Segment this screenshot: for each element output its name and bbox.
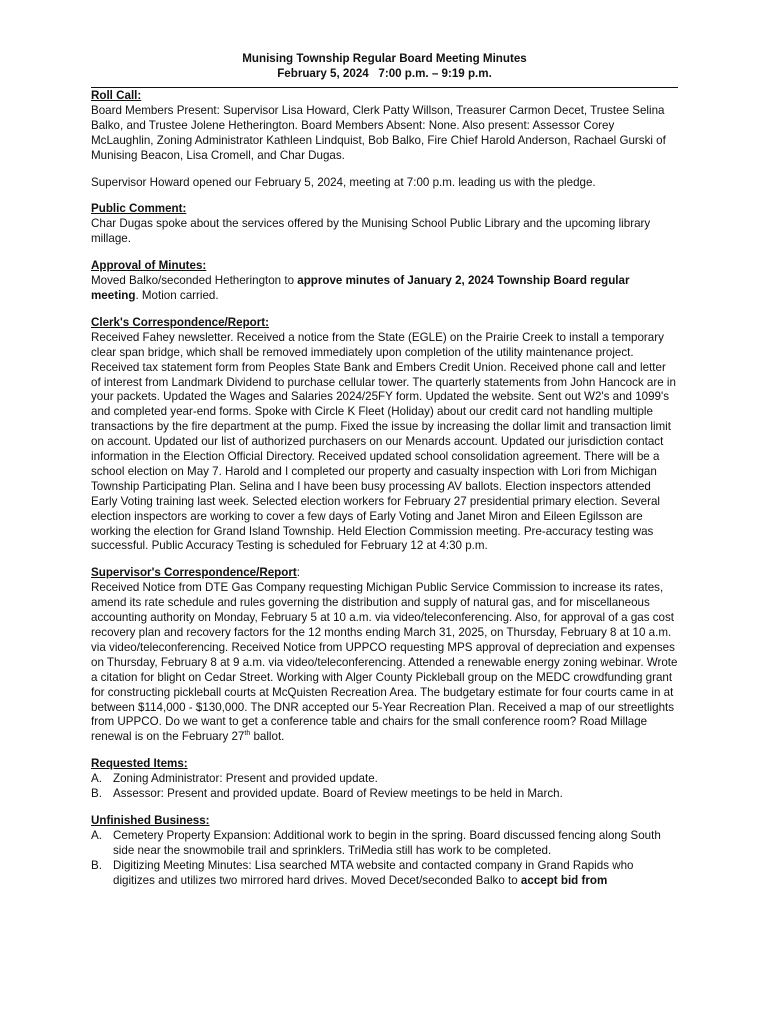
- approval-text: [91, 274, 678, 304]
- list-item: [91, 829, 678, 859]
- supervisor-report-end: ballot.: [250, 730, 285, 744]
- requested-items-list: [91, 772, 678, 802]
- ordinal-superscript: th: [244, 730, 251, 738]
- list-item: [91, 787, 678, 802]
- requested-items-heading: Requested Items:: [91, 757, 188, 771]
- list-item-text: Cemetery Property Expansion: Additional work to begin in the spring. Board discussed fencing along South side near the snowmobile trail and sprinklers. TriMedia still has work to be completed.: [113, 828, 661, 857]
- section-approval-of-minutes: [91, 259, 678, 304]
- section-opening: [91, 176, 678, 191]
- roll-call-heading: Roll Call:: [91, 89, 142, 102]
- opening-text: Supervisor Howard opened our February 5, 2024, meeting at 7:00 p.m. leading us with the pledge.: [91, 175, 596, 189]
- document-page: [91, 51, 678, 901]
- section-requested-items: [91, 757, 678, 802]
- clerk-report-heading: Clerk's Correspondence/Report:: [91, 315, 269, 329]
- list-marker: A.: [91, 772, 102, 786]
- title-line-2: February 5, 2024 7:00 p.m. – 9:19 p.m.: [277, 67, 492, 80]
- list-marker: B.: [91, 858, 102, 872]
- section-public-comment: [91, 202, 678, 247]
- list-marker: A.: [91, 828, 102, 842]
- list-item: [91, 772, 678, 787]
- public-comment-heading: Public Comment:: [91, 202, 187, 216]
- section-supervisor-report: [91, 566, 678, 745]
- list-item-text: Zoning Administrator: Present and provided update.: [113, 772, 378, 786]
- supervisor-report-heading-colon: :: [296, 566, 300, 580]
- list-item-bold-text: accept bid from: [520, 873, 608, 887]
- supervisor-report-heading: Supervisor's Correspondence/Report: [91, 566, 297, 580]
- approval-text-end: . Motion carried.: [135, 288, 219, 302]
- roll-call-text: Board Members Present: Supervisor Lisa Howard, Clerk Patty Willson, Treasurer Carmon Decet, Trustee Selina Balko, and Trustee Jolene Hetherington. Board Members Absent: None. Also present: Assessor Corey McLaughlin, Zoning Administrator Kathleen Lindquist, Bob Balko, Fire Chief Harold Anderson, Rachael Gurski of Munising Beacon, Lisa Cromell, and Char Dugas.: [91, 103, 666, 162]
- list-item-text: Assessor: Present and provided update. Board of Review meetings to be held in March.: [113, 787, 563, 801]
- section-clerk-report: [91, 316, 678, 555]
- document-title: [91, 51, 678, 81]
- list-marker: B.: [91, 787, 102, 801]
- section-unfinished-business: [91, 814, 678, 889]
- public-comment-text: Char Dugas spoke about the services offered by the Munising School Public Library and the upcoming library millage.: [91, 217, 651, 246]
- unfinished-business-heading: Unfinished Business:: [91, 813, 210, 827]
- unfinished-business-list: [91, 829, 678, 889]
- list-item: [91, 859, 678, 889]
- supervisor-report-text: [91, 581, 678, 745]
- approval-text-start: Moved Balko/seconded Hetherington to: [91, 274, 298, 288]
- supervisor-report-body: Received Notice from DTE Gas Company requesting Michigan Public Service Commission to increase its rates, amend its rate schedule and rules governing the distribution and supply of natural gas, and for miscellaneous accounting authority on Monday, February 5 at 10 a.m. via video/teleconferencing. Also, for approval of a gas cost recovery plan and recovery factors for the 12 months ending March 31, 2025, on Thursday, February 8 at 10 a.m. via video/teleconferencing. Received Notice from UPPCO requesting MPS approval of depreciation and expenses on Thursday, February 8 at 9 a.m. via video/teleconferencing. Attended a renewable energy zoning webinar. Wrote a citation for blight on Cedar Street. Working with Alger County Pickleball group on the MEDC crowdfunding grant for constructing pickleball courts at McQuisten Recreation Area. The budgetary estimate for four courts came in at between $114,000 - $130,000. The DNR accepted our 5-Year Recreation Plan. Received a map of our streetlights from UPPCO. Do we want to get a conference table and chairs for the small conference room? Road Millage renewal is on the February 27: [91, 581, 678, 744]
- clerk-report-text: Received Fahey newsletter. Received a notice from the State (EGLE) on the Prairie Creek to install a temporary clear span bridge, which shall be removed immediately upon completion of the utility maintenance project. Received tax statement form from Peoples State Bank and Embers Credit Union. Received phone call and letter of interest from Landmark Dividend to purchase cellular tower. The quarterly statements from John Hancock are in your packets. Updated the Wages and Salaries 2024/25FY form. Updated the website. Sent out W2's and 1099's and completed year-end forms. Spoke with Circle K Fleet (Holiday) about our credit card not handling multiple transactions by the fire department at the pump. Fixed the issue by increasing the dollar limit and transaction limit on account. Updated our list of authorized purchasers on our Menards account. Updated our jurisdiction contact information in the Election Official Directory. Received updated school consolidation agreement. There will be a school election on May 7. Harold and I completed our property and casualty inspection with Lori from Michigan Township Participating Plan. Selina and I have been busy processing AV ballots. Election inspectors attended Early Voting training last week. Selected election workers for February 27 presidential primary election. Several election inspectors are working to cover a few days of Early Voting and Janet Miron and Eileen Egilsson are working the election for Grand Island Township. Held Election Commission meeting. Pre-accuracy testing was successful. Public Accuracy Testing is scheduled for February 12 at 4:30 p.m.: [91, 330, 676, 553]
- section-roll-call: [91, 89, 678, 164]
- title-line-1: Munising Township Regular Board Meeting Minutes: [242, 52, 527, 65]
- title-divider: [91, 87, 678, 88]
- approval-motion: approve minutes of January 2, 2024 Township Board regular meeting: [91, 274, 630, 302]
- list-item-text: Digitizing Meeting Minutes: Lisa searched MTA website and contacted company in Grand Rapids who digitizes and utilizes two mirrored hard drives. Moved Decet/seconded Balko to: [113, 858, 634, 887]
- approval-heading: Approval of Minutes:: [91, 259, 207, 273]
- supervisor-report-heading-line: [91, 566, 678, 581]
